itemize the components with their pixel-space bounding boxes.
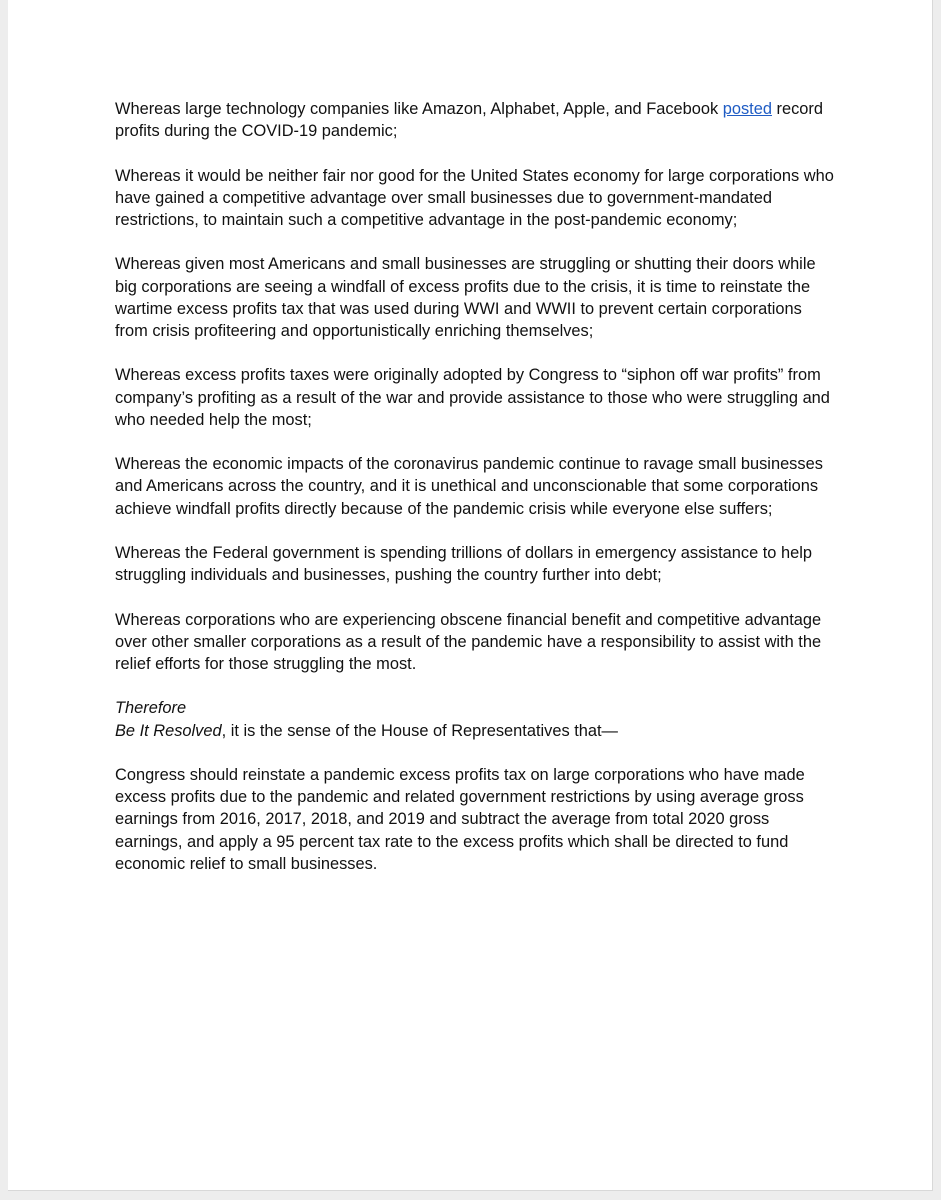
whereas-paragraph-war-profits: Whereas excess profits taxes were originally adopted by Congress to “siphon off war profits” from company’s profiting as a result of the war and provide assistance to those who were struggling and who needed help the most; (115, 366, 830, 429)
paragraph-text: record profits during the COVID-19 pandemic; (115, 100, 823, 141)
document-page (8, 0, 933, 1191)
resolved-text: , it is the sense of the House of Representatives that— (221, 721, 618, 740)
resolution-paragraph-excess-profits-tax: Congress should reinstate a pandemic excess profits tax on large corporations who have made excess profits due to the pandemic and related government restrictions by using average gross earnings from 2016, 2017, 2018, and 2019 and subtract the average from total 2020 gross earnings, and apply a 95 percent tax rate to the excess profits which shall be directed to fund economic relief to small businesses. (115, 765, 805, 873)
whereas-paragraph-federal-spending: Whereas the Federal government is spending trillions of dollars in emergency assistance to help struggling individuals and businesses, pushing the country further into debt; (115, 543, 812, 585)
whereas-paragraph-economic-impacts: Whereas the economic impacts of the coronavirus pandemic continue to ravage small businesses and Americans across the country, and it is unethical and unconscionable that some corporations achieve windfall profits directly because of the pandemic crisis while everyone else suffers; (115, 455, 823, 518)
resolved-line (115, 720, 835, 742)
therefore-label: Therefore (115, 699, 187, 718)
posted-link[interactable]: posted (722, 100, 772, 118)
whereas-paragraph-wartime-tax: Whereas given most Americans and small businesses are struggling or shutting their doors while big corporations are seeing a windfall of excess profits due to the crisis, it is time to reinstate the wartime excess profits tax that was used during WWI and WWII to prevent certain corporations from crisis profiteering and opportunistically enriching themselves; (115, 255, 816, 340)
document-body (115, 98, 835, 897)
be-it-resolved-label: Be It Resolved (115, 721, 222, 740)
whereas-paragraph-responsibility: Whereas corporations who are experiencing obscene financial benefit and competitive advantage over other smaller corporations as a result of the pandemic have a responsibility to assist with the relief efforts for those struggling the most. (115, 610, 822, 673)
whereas-paragraph-competitive-advantage: Whereas it would be neither fair nor good for the United States economy for large corporations who have gained a competitive advantage over small businesses due to government-mandated restrictions, to maintain such a competitive advantage in the post-pandemic economy; (115, 166, 834, 229)
whereas-paragraph-tech-profits (115, 98, 835, 142)
paragraph-text: Whereas large technology companies like Amazon, Alphabet, Apple, and Facebook (115, 100, 723, 118)
resolution-clause (115, 697, 835, 741)
